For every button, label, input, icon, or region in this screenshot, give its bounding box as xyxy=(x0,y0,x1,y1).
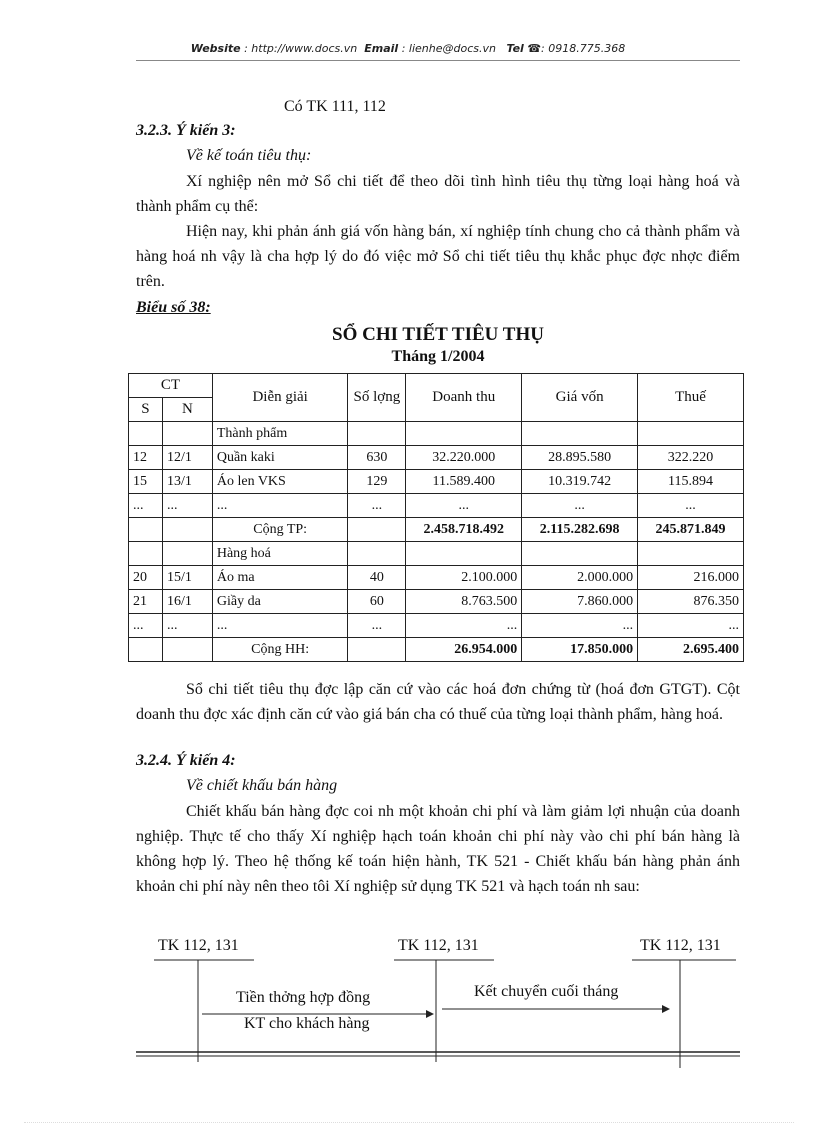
cell-desc: Giầy da xyxy=(212,590,348,614)
intro-line: Có TK 111, 112 xyxy=(284,98,386,115)
cell-cost xyxy=(522,542,638,566)
cell-cost xyxy=(522,422,638,446)
arrow1-bottom-label: KT cho khách hàng xyxy=(244,1015,370,1032)
cell-tax: 876.350 xyxy=(638,590,744,614)
ledger-subtitle: Tháng 1/2004 xyxy=(391,348,485,365)
header-ct: CT xyxy=(129,374,213,398)
cell-n: 13/1 xyxy=(162,470,212,494)
cell-desc: Cộng HH: xyxy=(212,638,348,662)
cell-desc: Áo ma xyxy=(212,566,348,590)
cell-n: 15/1 xyxy=(162,566,212,590)
cell-rev: ... xyxy=(406,614,522,638)
arrow1-top-label: Tiền thởng hợp đồng xyxy=(236,989,371,1006)
cell-desc: Áo len VKS xyxy=(212,470,348,494)
cell-cost: 17.850.000 xyxy=(522,638,638,662)
cell-tax: ... xyxy=(638,614,744,638)
cell-desc: Quần kaki xyxy=(212,446,348,470)
cell-s xyxy=(129,422,163,446)
cell-s: 15 xyxy=(129,470,163,494)
cell-s xyxy=(129,638,163,662)
cell-desc: Thành phẩm xyxy=(212,422,348,446)
section-323-para2: Hiện nay, khi phản ánh giá vốn hàng bán, xí nghiệp tính chung cho cả thành phẩm và hàng hoá nh vậy là cha hợp lý do đó việc mở Sổ chi tiết tiêu thụ khắc phục đợc nhợc điểm trên. xyxy=(136,223,740,290)
cell-tax: 216.000 xyxy=(638,566,744,590)
website-url: : http://www.docs.vn xyxy=(244,42,358,55)
header-thue: Thuế xyxy=(638,374,744,422)
tel-value: ☎: 0918.775.368 xyxy=(527,42,626,55)
header-divider xyxy=(136,60,740,61)
cell-rev xyxy=(406,422,522,446)
cell-tax: 245.871.849 xyxy=(638,518,744,542)
cell-tax xyxy=(638,542,744,566)
table-row xyxy=(129,446,744,470)
account-right-label: TK 112, 131 xyxy=(640,937,721,954)
cell-s: ... xyxy=(129,494,163,518)
cell-n: 12/1 xyxy=(162,446,212,470)
cell-qty xyxy=(348,422,406,446)
header-dien-giai: Diễn giải xyxy=(212,374,348,422)
cell-tax: 115.894 xyxy=(638,470,744,494)
arrow2-head xyxy=(662,1005,670,1013)
form-label: Biểu số 38: xyxy=(136,299,211,316)
cell-qty: 630 xyxy=(348,446,406,470)
arrow1-head xyxy=(426,1010,434,1018)
cell-s: ... xyxy=(129,614,163,638)
cell-cost: 10.319.742 xyxy=(522,470,638,494)
table-row xyxy=(129,566,744,590)
cell-qty: ... xyxy=(348,614,406,638)
cell-tax: 322.220 xyxy=(638,446,744,470)
cell-n: 16/1 xyxy=(162,590,212,614)
tel-label: Tel xyxy=(506,42,524,55)
cell-cost: ... xyxy=(522,614,638,638)
email-label: Email xyxy=(364,42,399,55)
cell-desc: ... xyxy=(212,494,348,518)
header-s: S xyxy=(129,398,163,422)
accounting-diagram xyxy=(136,930,740,1080)
ledger-table xyxy=(128,373,744,662)
cell-s: 12 xyxy=(129,446,163,470)
account-middle-label: TK 112, 131 xyxy=(398,937,479,954)
section-324-subheading: Về chiết khấu bán hàng xyxy=(186,777,338,794)
table-row xyxy=(129,614,744,638)
table-row xyxy=(129,542,744,566)
cell-rev: 8.763.500 xyxy=(406,590,522,614)
cell-qty xyxy=(348,518,406,542)
cell-n: ... xyxy=(162,494,212,518)
website-label: Website xyxy=(190,42,241,55)
cell-tax xyxy=(638,422,744,446)
cell-rev: 2.458.718.492 xyxy=(406,518,522,542)
header-gia-von: Giá vốn xyxy=(522,374,638,422)
cell-tax: ... xyxy=(638,494,744,518)
cell-rev: 2.100.000 xyxy=(406,566,522,590)
cell-n: ... xyxy=(162,614,212,638)
page-header xyxy=(0,42,816,55)
cell-cost: 2.000.000 xyxy=(522,566,638,590)
table-row xyxy=(129,590,744,614)
cell-qty: ... xyxy=(348,494,406,518)
account-left-label: TK 112, 131 xyxy=(158,937,239,954)
cell-qty xyxy=(348,638,406,662)
header-doanh-thu: Doanh thu xyxy=(406,374,522,422)
cell-qty: 40 xyxy=(348,566,406,590)
cell-rev: 26.954.000 xyxy=(406,638,522,662)
section-324-para: Chiết khấu bán hàng đợc coi nh một khoản chi phí và làm giảm lợi nhuận của doanh nghiệp. Thực tế cho thấy Xí nghiệp hạch toán khoản chi phí này vào chi phí bán hàng là không hợp lý. Theo hệ thống kế toán hiện hành, TK 521 - Chiết khấu bán hàng phản ánh khoản chi phí này nên theo tôi Xí nghiệp sử dụng TK 521 và hạch toán nh sau: xyxy=(136,803,740,895)
header-n: N xyxy=(162,398,212,422)
email-value: : lienhe@docs.vn xyxy=(401,42,496,55)
cell-desc: ... xyxy=(212,614,348,638)
cell-cost: 2.115.282.698 xyxy=(522,518,638,542)
cell-s: 20 xyxy=(129,566,163,590)
arrow2-top-label: Kết chuyển cuối tháng xyxy=(474,983,619,1000)
cell-qty xyxy=(348,542,406,566)
table-row xyxy=(129,494,744,518)
section-323-heading: 3.2.3. Ý kiến 3: xyxy=(136,122,236,139)
table-row xyxy=(129,518,744,542)
cell-cost: ... xyxy=(522,494,638,518)
cell-cost: 7.860.000 xyxy=(522,590,638,614)
cell-n xyxy=(162,422,212,446)
section-323-subheading: Về kế toán tiêu thụ: xyxy=(186,147,312,164)
cell-n xyxy=(162,638,212,662)
cell-rev: ... xyxy=(406,494,522,518)
cell-tax: 2.695.400 xyxy=(638,638,744,662)
cell-s xyxy=(129,542,163,566)
cell-qty: 60 xyxy=(348,590,406,614)
cell-s: 21 xyxy=(129,590,163,614)
ledger-title: SỔ CHI TIẾT TIÊU THỤ xyxy=(332,324,544,345)
cell-n xyxy=(162,542,212,566)
cell-cost: 28.895.580 xyxy=(522,446,638,470)
table-row xyxy=(129,638,744,662)
cell-rev: 32.220.000 xyxy=(406,446,522,470)
cell-qty: 129 xyxy=(348,470,406,494)
after-table-para: Sổ chi tiết tiêu thụ đợc lập căn cứ vào các hoá đơn chứng từ (hoá đơn GTGT). Cột doanh thu đợc xác định căn cứ vào giá bán cha có thuế của từng loại thành phẩm, hàng hoá. xyxy=(136,681,740,723)
cell-s xyxy=(129,518,163,542)
section-324-heading: 3.2.4. Ý kiến 4: xyxy=(136,752,236,769)
table-row xyxy=(129,422,744,446)
cell-desc: Cộng TP: xyxy=(212,518,348,542)
cell-rev: 11.589.400 xyxy=(406,470,522,494)
cell-rev xyxy=(406,542,522,566)
cell-desc: Hàng hoá xyxy=(212,542,348,566)
header-so-luong: Số lợng xyxy=(348,374,406,422)
section-323-para1: Xí nghiệp nên mở Sổ chi tiết để theo dõi tình hình tiêu thụ từng loại hàng hoá và thành phẩm cụ thể: xyxy=(136,173,740,215)
table-row xyxy=(129,470,744,494)
cell-n xyxy=(162,518,212,542)
